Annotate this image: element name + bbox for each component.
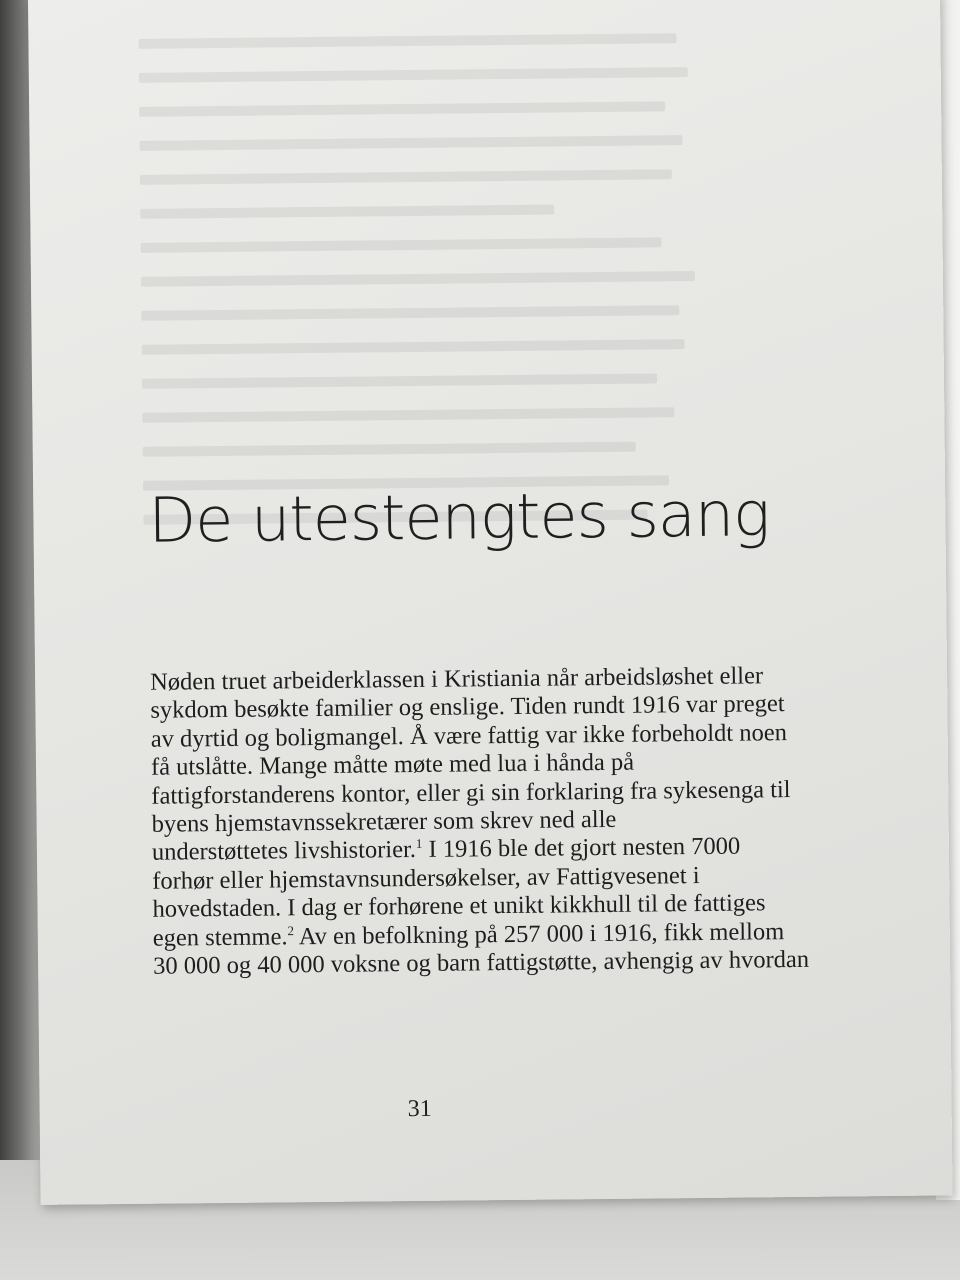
text-segment: I 1916 ble det gjort nesten 7000 [422,832,741,864]
text-line: forhør eller hjemstavnsundersøkelser, av Fattigvesenet i [152,861,700,895]
page-number: 31 [407,1095,432,1123]
text-line: få utslåtte. Mange måtte møte med lua i hånda på [150,748,635,781]
body-paragraph [150,661,853,981]
text-line: fattigforstanderens kontor, eller gi sin forklaring fra sykesenga til [151,775,791,810]
footnote-ref[interactable]: 1 [415,836,423,852]
text-line: byens hjemstavnssekretærer som skrev ned alle [151,805,617,838]
text-line: av dyrtid og boligmangel. Å være fattig var ikke forbeholdt noen [150,718,788,753]
chapter-title: De utestengtes sang [148,477,770,557]
text-line: 30 000 og 40 000 voksne og barn fattigstøtte, avhengig av hvordan [152,945,810,980]
book-page [28,0,953,1205]
show-through-text [138,33,703,509]
text-line: hovedstaden. I dag er forhørene et unikt kikkhull til de fattiges [152,889,766,923]
text-line: sykdom besøkte familier og enslige. Tiden rundt 1916 var preget [150,690,785,725]
text-segment: Av en befolkning på 257 000 i 1916, fikk mellom [293,917,785,950]
text-segment: understøttetes livshistorier. [151,836,417,867]
text-line: Nøden truet arbeiderklassen i Kristiania når arbeidsløshet eller [150,662,764,696]
footnote-ref[interactable]: 2 [287,922,295,938]
text-segment: egen stemme. [152,922,288,952]
